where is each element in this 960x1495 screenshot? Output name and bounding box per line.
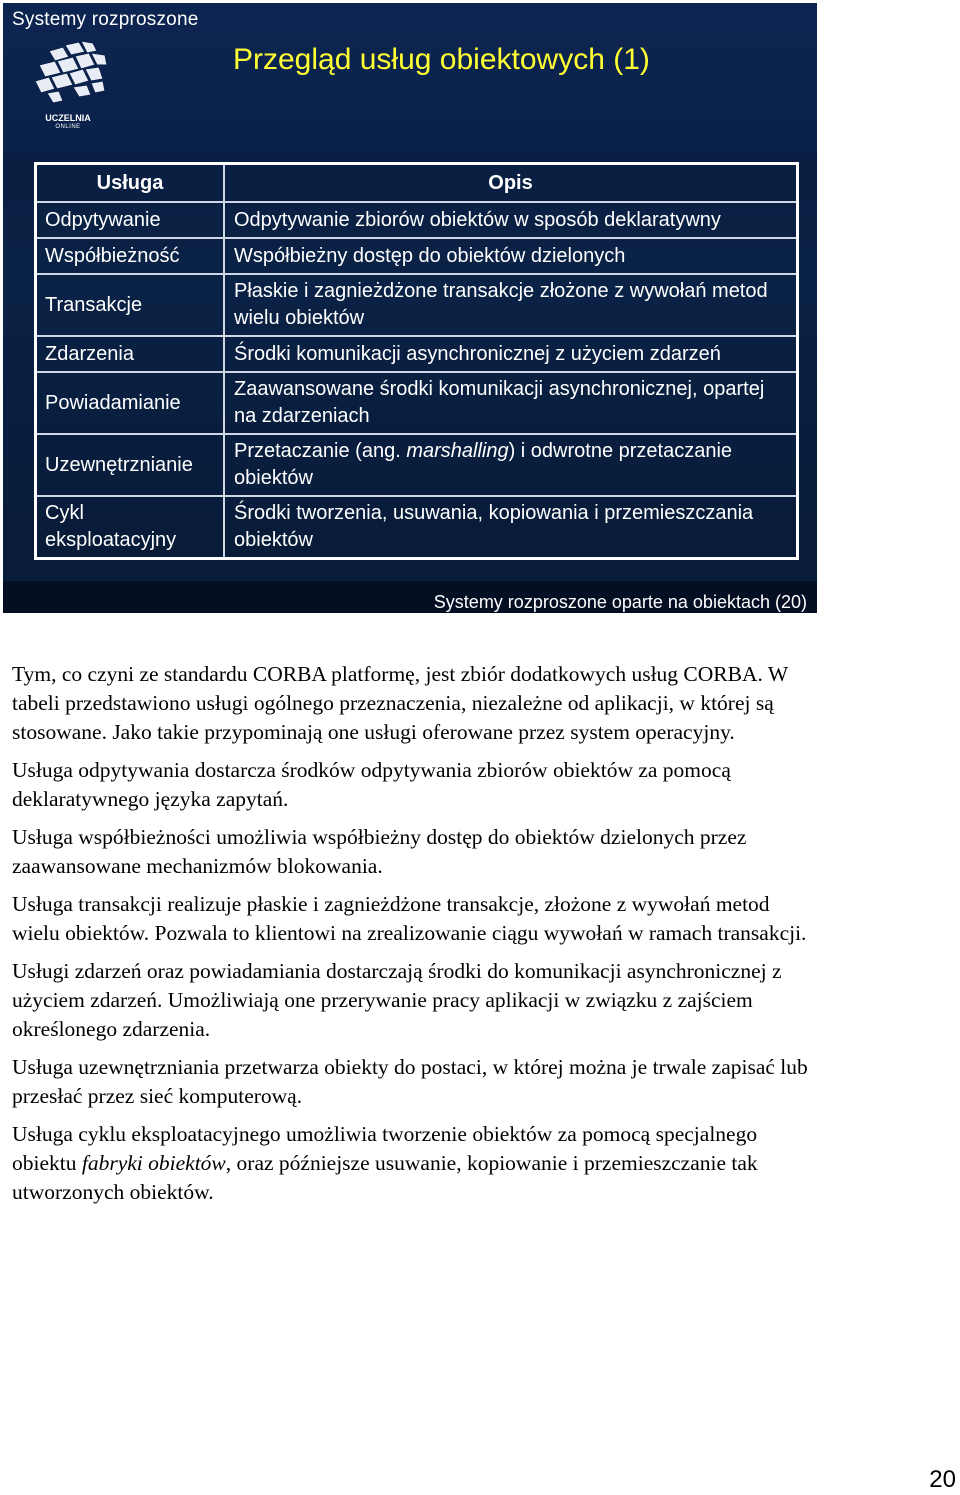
description-cell: Środki komunikacji asynchronicznej z użyciem zdarzeń [224, 336, 798, 372]
course-name: Systemy rozproszone [12, 9, 199, 30]
notes-paragraph: Usługa współbieżności umożliwia współbieżny dostęp do obiektów dzielonych przez zaawansowane mechanizmów blokowania. [12, 825, 747, 878]
notes-italic-term: fabryki obiektów [81, 1151, 226, 1175]
notes-paragraph: Usługa uzewnętrzniania przetwarza obiekty do postaci, w której można je trwale zapisać lub przesłać przez sieć komputerową. [12, 1055, 808, 1108]
notes-paragraph [12, 1120, 812, 1207]
notes-text: , oraz późniejsze usuwanie, kopiowanie i przemieszczanie tak utworzonych obiektów. [12, 1151, 758, 1204]
table-row [36, 238, 798, 274]
slide-footer [3, 581, 817, 613]
description-cell: Środki tworzenia, usuwania, kopiowania i przemieszczania obiektów [224, 496, 798, 559]
service-cell: Odpytywanie [36, 202, 225, 238]
service-cell: Cykl eksploatacyjny [36, 496, 225, 559]
notes-paragraph: Usługi zdarzeń oraz powiadamiania dostarczają środki do komunikacji asynchronicznej z użyciem zdarzeń. Umożliwiają one przerywanie pracy aplikacji w związku z zajściem określonego zdarzenia. [12, 959, 782, 1041]
uczelnia-online-logo [29, 41, 121, 141]
notes-paragraph: Usługa transakcji realizuje płaskie i zagnieżdżone transakcje, złożone z wywołań metod wielu obiektów. Pozwala to klientowi na zrealizowanie ciągu wywołań w ramach transakcji. [12, 892, 807, 945]
notes-text: Usługa cyklu eksploatacyjnego umożliwia tworzenie obiektów za pomocą specjalnego obiektu [12, 1122, 758, 1175]
logo-grid-icon [29, 41, 121, 113]
footer-text: Systemy rozproszone oparte na obiektach (20) [433, 592, 807, 612]
service-cell: Powiadamianie [36, 372, 225, 434]
table-row [36, 496, 798, 559]
notes-paragraph: Tym, co czyni ze standardu CORBA platformę, jest zbiór dodatkowych usług CORBA. W tabeli przedstawiono usługi ogólnego przeznaczenia, niezależne od aplikacji, w której są stosowane. Jako takie przypominają one usługi oferowane przez system operacyjny. [12, 662, 788, 744]
service-cell: Współbieżność [36, 238, 225, 274]
notes-paragraph: Usługa odpytywania dostarcza środków odpytywania zbiorów obiektów za pomocą deklaratywnego języka zapytań. [12, 758, 731, 811]
table-header-row [36, 164, 798, 203]
table-row [36, 372, 798, 434]
description-cell: Odpytywanie zbiorów obiektów w sposób deklaratywny [224, 202, 798, 238]
column-header-service: Usługa [36, 164, 225, 203]
description-cell: Współbieżny dostęp do obiektów dzielonych [224, 238, 798, 274]
service-cell: Zdarzenia [36, 336, 225, 372]
description-text: Przetaczanie (ang. [234, 440, 407, 462]
table-row [36, 202, 798, 238]
column-header-description: Opis [224, 164, 798, 203]
slide-title: Przegląd usług obiektowych (1) [233, 43, 650, 76]
lecture-notes [12, 660, 812, 1216]
services-table [34, 162, 799, 560]
description-text: ) i odwrotne przetaczanie obiektów [234, 440, 733, 489]
description-cell: Zaawansowane środki komunikacji asynchronicznej, opartej na zdarzeniach [224, 372, 798, 434]
service-cell: Uzewnętrznianie [36, 434, 225, 496]
page-number: 20 [929, 1466, 956, 1493]
logo-text: UCZELNIA [45, 113, 91, 123]
table-row [36, 434, 798, 496]
service-cell: Transakcje [36, 274, 225, 336]
description-italic-term: marshalling [406, 440, 509, 462]
description-cell [224, 434, 798, 496]
table-row [36, 274, 798, 336]
slide [3, 3, 817, 613]
description-cell: Płaskie i zagnieżdżone transakcje złożone z wywołań metod wielu obiektów [224, 274, 798, 336]
table-row [36, 336, 798, 372]
logo-subtext: ONLINE [55, 124, 81, 130]
